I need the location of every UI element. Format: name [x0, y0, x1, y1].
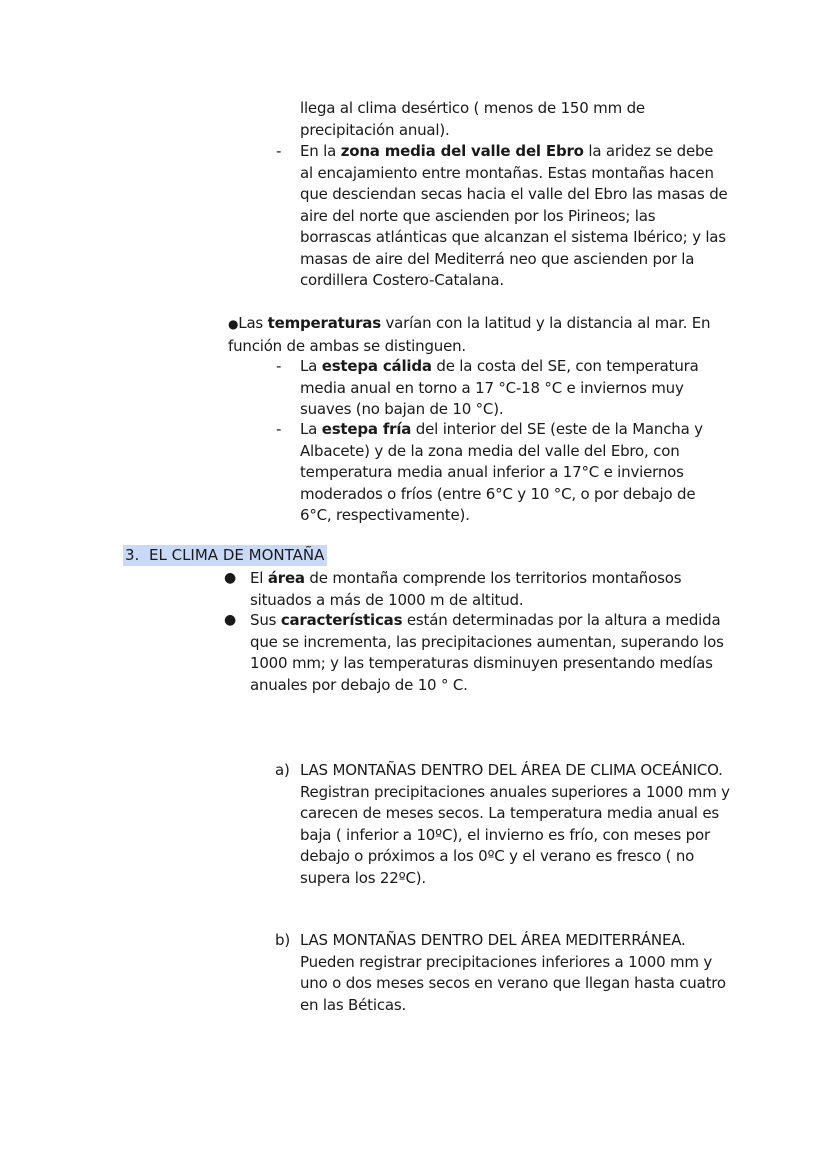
list-letter: a) [275, 761, 290, 779]
text: Las [238, 314, 268, 332]
bullet-marker: ● [224, 570, 237, 586]
bold-term: temperaturas [267, 314, 381, 332]
heading-title: EL CLIMA DE MONTAÑA [149, 546, 325, 564]
list-item-area [224, 568, 730, 611]
subsection-a [275, 760, 730, 889]
list-item-ebro-valley [276, 141, 730, 292]
bold-term: área [267, 569, 305, 587]
bold-term: características [280, 611, 403, 629]
paragraph-text: llega al clima desértico ( menos de 150 mm de precipitación anual). [300, 99, 645, 139]
arid-desert-continuation [300, 98, 730, 141]
text: varían con la latitud y la distancia al mar. En función de ambas se distinguen. [228, 314, 711, 355]
subsection-body: Pueden registrar precipitaciones inferiores a 1000 mm y uno o dos meses secos en verano que llegan hasta cuatro en las Béticas. [300, 952, 726, 1014]
heading-number: 3. [125, 546, 140, 564]
list-item-estepa-calida [276, 356, 730, 421]
text: la aridez se debe al encajamiento entre montañas. Estas montañas hacen que desciendan secas hacia el valle del Ebro las masas de aire del norte que ascienden por los Pirineos; las borrascas atlánticas que alcanzan el sistema Ibérico; y las masas de aire del Mediterrá neo que ascienden por la cordillera Costero-Catalana. [300, 142, 728, 289]
subsection-title: LAS MONTAÑAS DENTRO DEL ÁREA DE CLIMA OCEÁNICO. [300, 761, 723, 779]
text: de montaña comprende los territorios montañosos situados a más de 1000 m de altitud. [250, 569, 682, 609]
bullet-marker: ● [224, 612, 237, 628]
list-item-caracteristicas [224, 610, 730, 696]
bold-term: zona media del valle del Ebro [340, 142, 584, 160]
text: El [250, 569, 268, 587]
dash-marker: - [276, 357, 282, 375]
text: La [300, 357, 322, 375]
bold-term: estepa fría [321, 420, 412, 438]
text: Sus [250, 611, 281, 629]
subsection-b [275, 930, 730, 1016]
subsection-title: LAS MONTAÑAS DENTRO DEL ÁREA MEDITERRÁNEA. [300, 931, 686, 949]
text: del interior del SE (este de la Mancha y Albacete) y de la zona media del valle del Ebro, con temperatura media anual inferior a 17°C e inviernos moderados o fríos (entre 6°C y 10 °C, o por debajo de 6°C, respectivamente). [300, 420, 703, 524]
bullet-marker: ● [228, 317, 239, 331]
subsection-body: Registran precipitaciones anuales superiores a 1000 mm y carecen de meses secos. La temperatura media anual es baja ( inferior a 10ºC), el invierno es frío, con meses por debajo o próximos a los 0ºC y el verano es fresco ( no supera los 22ºC). [300, 782, 730, 887]
bold-term: estepa cálida [321, 357, 432, 375]
text: En la [300, 142, 341, 160]
text: están determinadas por la altura a medida que se incrementa, las precipitaciones aumentan, superando los 1000 mm; y las temperaturas disminuyen presentando medías anuales por debajo de 10 ° C. [250, 611, 724, 694]
list-letter: b) [275, 931, 290, 949]
section-heading [123, 545, 327, 566]
list-item-estepa-fria [276, 419, 730, 527]
text: de la costa del SE, con temperatura media anual en torno a 17 °C-18 °C e inviernos muy suaves (no bajan de 10 °C). [300, 357, 699, 418]
temperatures-paragraph [228, 313, 733, 357]
dash-marker: - [276, 142, 282, 160]
text: La [300, 420, 322, 438]
dash-marker: - [276, 420, 282, 438]
